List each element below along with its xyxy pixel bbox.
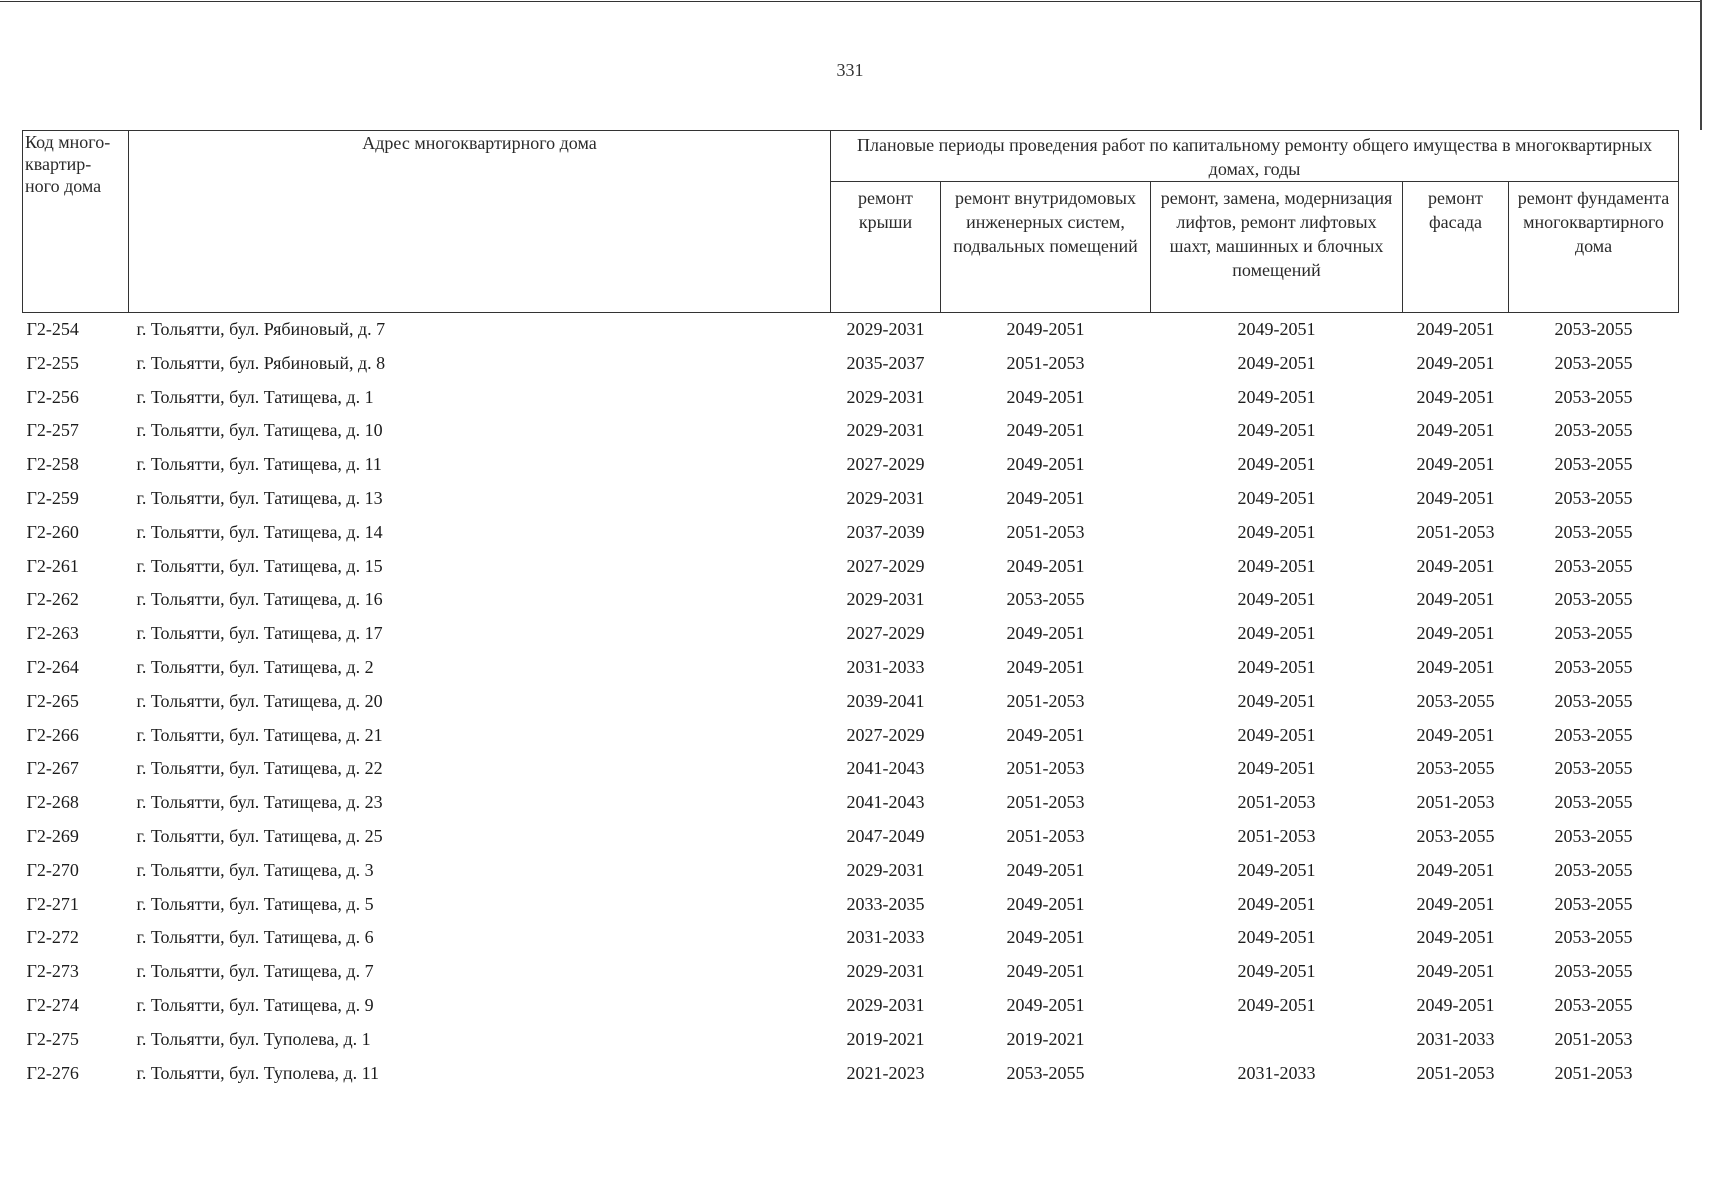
cell-systems: 2049-2051 bbox=[1006, 859, 1085, 880]
cell-facade: 2049-2051 bbox=[1416, 961, 1495, 982]
table-row bbox=[23, 651, 1679, 685]
cell-foundation: 2053-2055 bbox=[1554, 319, 1633, 339]
cell-lifts: 2049-2051 bbox=[1237, 589, 1316, 610]
cell-roof: 2029-2031 bbox=[846, 386, 925, 407]
cell-systems: 2053-2055 bbox=[1006, 1062, 1085, 1083]
cell-foundation: 2053-2055 bbox=[1554, 454, 1633, 475]
cell-systems: 2049-2051 bbox=[1006, 386, 1085, 407]
table-row bbox=[23, 854, 1679, 888]
cell-address: г. Тольятти, бул. Татищева, д. 9 bbox=[136, 994, 374, 1015]
cell-address: г. Тольятти, бул. Рябиновый, д. 8 bbox=[136, 352, 386, 373]
cell-code: Г2-260 bbox=[26, 521, 79, 542]
table-row bbox=[23, 313, 1679, 347]
cell-foundation: 2053-2055 bbox=[1554, 690, 1633, 711]
cell-roof: 2029-2031 bbox=[846, 961, 925, 982]
cell-lifts: 2049-2051 bbox=[1237, 521, 1316, 542]
cell-roof: 2033-2035 bbox=[846, 893, 925, 914]
cell-foundation: 2053-2055 bbox=[1554, 623, 1633, 644]
cell-code: Г2-261 bbox=[26, 555, 79, 576]
cell-systems: 2049-2051 bbox=[1006, 724, 1085, 745]
cell-lifts: 2049-2051 bbox=[1237, 724, 1316, 745]
header-code: Код много-квартир-ного дома bbox=[23, 131, 129, 313]
table-row bbox=[23, 685, 1679, 719]
cell-foundation: 2053-2055 bbox=[1554, 386, 1633, 407]
header-lifts: ремонт, замена, модернизация лифтов, ремонт лифтовых шахт, машинных и блочных помещений bbox=[1151, 182, 1403, 313]
cell-lifts: 2049-2051 bbox=[1237, 859, 1316, 880]
cell-address: г. Тольятти, бул. Татищева, д. 14 bbox=[136, 521, 383, 542]
cell-lifts: 2049-2051 bbox=[1237, 927, 1316, 948]
cell-facade: 2049-2051 bbox=[1416, 994, 1495, 1015]
page-edge-line bbox=[1700, 0, 1702, 130]
cell-code: Г2-271 bbox=[26, 893, 79, 914]
cell-foundation: 2053-2055 bbox=[1554, 927, 1633, 948]
cell-roof: 2041-2043 bbox=[846, 758, 925, 779]
header-systems: ремонт внутридомовых инженерных систем, подвальных помещений bbox=[941, 182, 1151, 313]
cell-facade: 2049-2051 bbox=[1416, 724, 1495, 745]
cell-foundation: 2053-2055 bbox=[1554, 589, 1633, 610]
cell-roof: 2027-2029 bbox=[846, 724, 925, 745]
cell-foundation: 2051-2053 bbox=[1554, 1062, 1633, 1083]
cell-systems: 2051-2053 bbox=[1006, 792, 1085, 813]
cell-systems: 2049-2051 bbox=[1006, 555, 1085, 576]
cell-code: Г2-268 bbox=[26, 792, 79, 813]
cell-lifts: 2049-2051 bbox=[1237, 758, 1316, 779]
cell-lifts bbox=[1151, 1023, 1403, 1057]
cell-systems: 2051-2053 bbox=[1006, 352, 1085, 373]
cell-address: г. Тольятти, бул. Татищева, д. 20 bbox=[136, 690, 383, 711]
cell-systems: 2051-2053 bbox=[1006, 690, 1085, 711]
cell-lifts: 2049-2051 bbox=[1237, 386, 1316, 407]
table-body bbox=[23, 313, 1679, 1091]
cell-lifts: 2049-2051 bbox=[1237, 994, 1316, 1015]
cell-roof: 2029-2031 bbox=[846, 589, 925, 610]
cell-roof: 2047-2049 bbox=[846, 825, 925, 846]
cell-address: г. Тольятти, бул. Татищева, д. 21 bbox=[136, 724, 383, 745]
cell-facade: 2049-2051 bbox=[1416, 420, 1495, 441]
cell-lifts: 2051-2053 bbox=[1237, 792, 1316, 813]
cell-foundation: 2053-2055 bbox=[1554, 792, 1633, 813]
cell-lifts: 2049-2051 bbox=[1237, 487, 1316, 508]
cell-roof: 2019-2021 bbox=[846, 1028, 925, 1049]
cell-foundation: 2053-2055 bbox=[1554, 521, 1633, 542]
cell-lifts: 2049-2051 bbox=[1237, 352, 1316, 373]
top-rule bbox=[0, 1, 1700, 2]
cell-roof: 2029-2031 bbox=[846, 487, 925, 508]
cell-facade: 2049-2051 bbox=[1416, 893, 1495, 914]
cell-lifts: 2049-2051 bbox=[1237, 690, 1316, 711]
cell-address: г. Тольятти, бул. Татищева, д. 25 bbox=[136, 825, 383, 846]
cell-facade: 2053-2055 bbox=[1416, 690, 1495, 711]
cell-lifts: 2051-2053 bbox=[1237, 825, 1316, 846]
cell-systems: 2049-2051 bbox=[1006, 420, 1085, 441]
cell-code: Г2-264 bbox=[26, 656, 79, 677]
cell-roof: 2035-2037 bbox=[846, 352, 925, 373]
cell-systems: 2049-2051 bbox=[1006, 961, 1085, 982]
cell-code: Г2-263 bbox=[26, 623, 79, 644]
table-row bbox=[23, 888, 1679, 922]
cell-systems: 2051-2053 bbox=[1006, 825, 1085, 846]
cell-roof: 2029-2031 bbox=[846, 420, 925, 441]
cell-systems: 2049-2051 bbox=[1006, 994, 1085, 1015]
table-row bbox=[23, 820, 1679, 854]
cell-facade: 2049-2051 bbox=[1416, 927, 1495, 948]
cell-roof: 2031-2033 bbox=[846, 656, 925, 677]
table-row bbox=[23, 955, 1679, 989]
cell-roof: 2027-2029 bbox=[846, 555, 925, 576]
cell-address: г. Тольятти, бул. Татищева, д. 1 bbox=[136, 386, 374, 407]
table-row bbox=[23, 719, 1679, 753]
cell-systems: 2051-2053 bbox=[1006, 521, 1085, 542]
cell-facade: 2051-2053 bbox=[1416, 792, 1495, 813]
repair-schedule-table bbox=[22, 130, 1679, 1090]
cell-lifts: 2049-2051 bbox=[1237, 893, 1316, 914]
cell-code: Г2-255 bbox=[26, 352, 79, 373]
cell-facade: 2049-2051 bbox=[1416, 386, 1495, 407]
table-row bbox=[23, 617, 1679, 651]
cell-foundation: 2053-2055 bbox=[1554, 352, 1633, 373]
cell-roof: 2029-2031 bbox=[846, 859, 925, 880]
table-row bbox=[23, 786, 1679, 820]
cell-systems: 2049-2051 bbox=[1006, 623, 1085, 644]
cell-foundation: 2051-2053 bbox=[1554, 1028, 1633, 1049]
cell-facade: 2051-2053 bbox=[1416, 521, 1495, 542]
table-row bbox=[23, 414, 1679, 448]
cell-systems: 2053-2055 bbox=[1006, 589, 1085, 610]
table-row bbox=[23, 482, 1679, 516]
header-roof: ремонт крыши bbox=[831, 182, 941, 313]
cell-lifts: 2031-2033 bbox=[1237, 1062, 1316, 1083]
cell-roof: 2027-2029 bbox=[846, 454, 925, 475]
cell-roof: 2021-2023 bbox=[846, 1062, 925, 1083]
cell-roof: 2041-2043 bbox=[846, 792, 925, 813]
cell-lifts: 2049-2051 bbox=[1237, 623, 1316, 644]
cell-address: г. Тольятти, бул. Татищева, д. 5 bbox=[136, 893, 374, 914]
cell-foundation: 2053-2055 bbox=[1554, 724, 1633, 745]
table-row bbox=[23, 516, 1679, 550]
cell-systems: 2049-2051 bbox=[1006, 487, 1085, 508]
cell-code: Г2-256 bbox=[26, 386, 79, 407]
cell-facade: 2049-2051 bbox=[1416, 859, 1495, 880]
cell-facade: 2053-2055 bbox=[1416, 825, 1495, 846]
cell-facade: 2049-2051 bbox=[1416, 487, 1495, 508]
cell-facade: 2049-2051 bbox=[1416, 454, 1495, 475]
cell-foundation: 2053-2055 bbox=[1554, 994, 1633, 1015]
cell-systems: 2049-2051 bbox=[1006, 319, 1085, 339]
cell-foundation: 2053-2055 bbox=[1554, 961, 1633, 982]
cell-facade: 2049-2051 bbox=[1416, 656, 1495, 677]
cell-lifts: 2049-2051 bbox=[1237, 319, 1316, 339]
cell-systems: 2049-2051 bbox=[1006, 893, 1085, 914]
cell-code: Г2-274 bbox=[26, 994, 79, 1015]
cell-lifts: 2049-2051 bbox=[1237, 420, 1316, 441]
table-row bbox=[23, 1057, 1679, 1091]
cell-systems: 2049-2051 bbox=[1006, 927, 1085, 948]
cell-address: г. Тольятти, бул. Татищева, д. 15 bbox=[136, 555, 383, 576]
cell-code: Г2-254 bbox=[26, 319, 79, 339]
cell-facade: 2049-2051 bbox=[1416, 623, 1495, 644]
header-address: Адрес многоквартирного дома bbox=[129, 131, 831, 313]
cell-roof: 2029-2031 bbox=[846, 994, 925, 1015]
header-facade: ремонт фасада bbox=[1403, 182, 1509, 313]
table-row bbox=[23, 583, 1679, 617]
cell-roof: 2027-2029 bbox=[846, 623, 925, 644]
cell-lifts: 2049-2051 bbox=[1237, 961, 1316, 982]
cell-foundation: 2053-2055 bbox=[1554, 420, 1633, 441]
header-foundation: ремонт фундамента многоквартирного дома bbox=[1509, 182, 1679, 313]
cell-facade: 2049-2051 bbox=[1416, 555, 1495, 576]
cell-address: г. Тольятти, бул. Татищева, д. 2 bbox=[136, 656, 374, 677]
cell-address: г. Тольятти, бул. Татищева, д. 11 bbox=[136, 454, 382, 475]
cell-code: Г2-266 bbox=[26, 724, 79, 745]
cell-facade: 2049-2051 bbox=[1416, 352, 1495, 373]
cell-code: Г2-273 bbox=[26, 961, 79, 982]
cell-facade: 2031-2033 bbox=[1416, 1028, 1495, 1049]
cell-address: г. Тольятти, бул. Татищева, д. 17 bbox=[136, 623, 383, 644]
cell-systems: 2049-2051 bbox=[1006, 454, 1085, 475]
table-row bbox=[23, 1023, 1679, 1057]
table-row bbox=[23, 550, 1679, 584]
cell-foundation: 2053-2055 bbox=[1554, 859, 1633, 880]
cell-code: Г2-257 bbox=[26, 420, 79, 441]
table-row bbox=[23, 347, 1679, 381]
cell-address: г. Тольятти, бул. Туполева, д. 1 bbox=[136, 1028, 371, 1049]
cell-facade: 2049-2051 bbox=[1416, 319, 1495, 339]
cell-foundation: 2053-2055 bbox=[1554, 758, 1633, 779]
table-row bbox=[23, 448, 1679, 482]
cell-code: Г2-262 bbox=[26, 589, 79, 610]
table-row bbox=[23, 989, 1679, 1023]
cell-address: г. Тольятти, бул. Татищева, д. 13 bbox=[136, 487, 383, 508]
cell-roof: 2029-2031 bbox=[846, 319, 925, 339]
cell-code: Г2-265 bbox=[26, 690, 79, 711]
cell-systems: 2049-2051 bbox=[1006, 656, 1085, 677]
cell-lifts: 2049-2051 bbox=[1237, 555, 1316, 576]
cell-roof: 2031-2033 bbox=[846, 927, 925, 948]
cell-address: г. Тольятти, бул. Рябиновый, д. 7 bbox=[136, 319, 386, 339]
cell-address: г. Тольятти, бул. Туполева, д. 11 bbox=[136, 1062, 379, 1083]
cell-code: Г2-272 bbox=[26, 927, 79, 948]
cell-code: Г2-276 bbox=[26, 1062, 79, 1083]
table-row bbox=[23, 752, 1679, 786]
cell-foundation: 2053-2055 bbox=[1554, 555, 1633, 576]
cell-code: Г2-267 bbox=[26, 758, 79, 779]
cell-lifts: 2049-2051 bbox=[1237, 656, 1316, 677]
header-periods: Плановые периоды проведения работ по капитальному ремонту общего имущества в многоквартирных домах, годы bbox=[831, 131, 1679, 182]
table-row bbox=[23, 921, 1679, 955]
cell-address: г. Тольятти, бул. Татищева, д. 10 bbox=[136, 420, 383, 441]
cell-address: г. Тольятти, бул. Татищева, д. 3 bbox=[136, 859, 374, 880]
cell-foundation: 2053-2055 bbox=[1554, 487, 1633, 508]
cell-foundation: 2053-2055 bbox=[1554, 656, 1633, 677]
cell-lifts: 2049-2051 bbox=[1237, 454, 1316, 475]
cell-foundation: 2053-2055 bbox=[1554, 893, 1633, 914]
header-row-main bbox=[23, 131, 1679, 182]
cell-code: Г2-258 bbox=[26, 454, 79, 475]
cell-facade: 2049-2051 bbox=[1416, 589, 1495, 610]
cell-roof: 2037-2039 bbox=[846, 521, 925, 542]
cell-address: г. Тольятти, бул. Татищева, д. 7 bbox=[136, 961, 374, 982]
cell-foundation: 2053-2055 bbox=[1554, 825, 1633, 846]
cell-code: Г2-275 bbox=[26, 1028, 79, 1049]
cell-address: г. Тольятти, бул. Татищева, д. 16 bbox=[136, 589, 383, 610]
cell-systems: 2019-2021 bbox=[1006, 1028, 1085, 1049]
cell-systems: 2051-2053 bbox=[1006, 758, 1085, 779]
cell-address: г. Тольятти, бул. Татищева, д. 22 bbox=[136, 758, 383, 779]
page-number: 331 bbox=[836, 60, 864, 80]
cell-facade: 2053-2055 bbox=[1416, 758, 1495, 779]
cell-address: г. Тольятти, бул. Татищева, д. 23 bbox=[136, 792, 383, 813]
cell-code: Г2-269 bbox=[26, 825, 79, 846]
table-row bbox=[23, 381, 1679, 415]
cell-code: Г2-270 bbox=[26, 859, 79, 880]
cell-address: г. Тольятти, бул. Татищева, д. 6 bbox=[136, 927, 374, 948]
cell-roof: 2039-2041 bbox=[846, 690, 925, 711]
cell-code: Г2-259 bbox=[26, 487, 79, 508]
cell-facade: 2051-2053 bbox=[1416, 1062, 1495, 1083]
